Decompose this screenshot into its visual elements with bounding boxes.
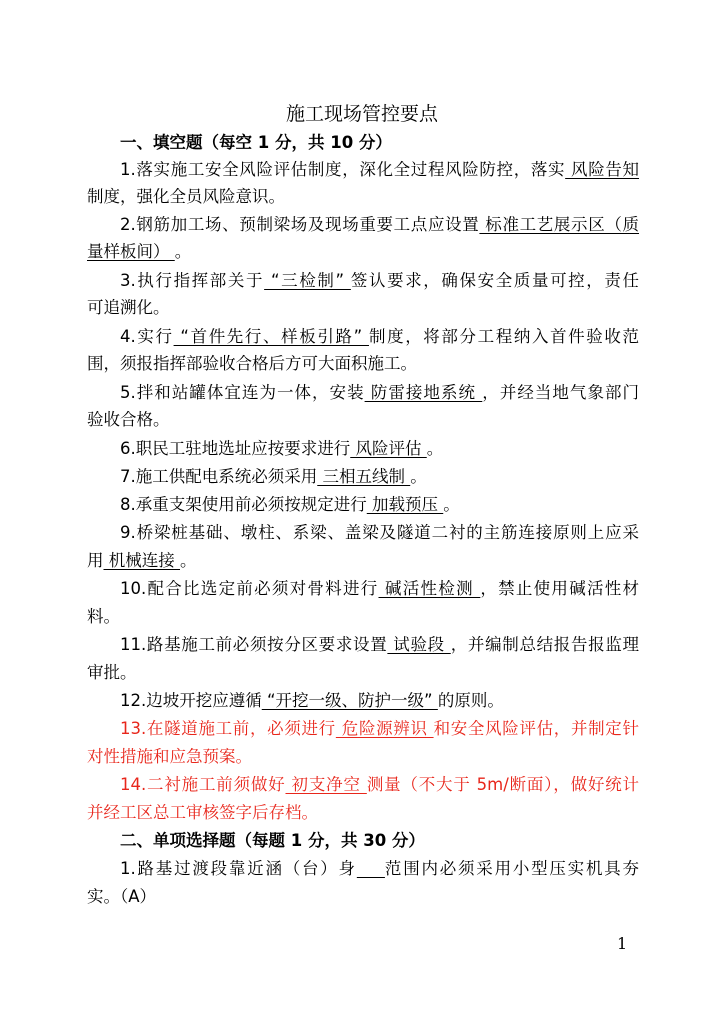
q14-answer: 初支净空	[285, 775, 367, 794]
q2-tail: 。	[174, 242, 192, 261]
q3-line2: 可追溯化。	[87, 298, 170, 317]
q11-answer: 试验段	[387, 635, 451, 654]
q3-answer: “三检制”	[264, 271, 351, 290]
q6-answer: 风险评估	[350, 439, 427, 458]
q14-line2: 并经工区总工审核签字后存档。	[87, 803, 318, 822]
q13-answer: 危险源辨识	[335, 719, 434, 738]
q4-tail: 制度，将部分工程纳入首件验收范	[368, 327, 640, 346]
q7-tail: 。	[410, 467, 427, 486]
mc1-text: 1.路基过渡段靠近涵（台）身	[120, 859, 357, 878]
page-number: 1	[617, 934, 628, 953]
q14-line1	[120, 774, 639, 796]
q12-answer: “开挖一级、防护一级”	[261, 691, 438, 710]
q8-line	[120, 494, 460, 516]
mc1-blank	[357, 859, 385, 878]
q2-line2	[87, 241, 191, 263]
q5-line2: 验收合格。	[87, 410, 170, 429]
q14-text: 14.二衬施工前须做好	[120, 775, 286, 794]
q5-line1	[120, 382, 639, 404]
q6-text: 6.职民工驻地选址应按要求进行	[120, 439, 351, 458]
mc1-line2: 实。（A）	[87, 887, 157, 906]
q9-text: 用	[87, 551, 104, 570]
q13-text: 13.在隧道施工前，必须进行	[120, 719, 336, 738]
q11-text: 11.路基施工前必须按分区要求设置	[120, 635, 388, 654]
q10-tail: ，禁止使用碱活性材	[480, 579, 639, 598]
q11-line1	[120, 634, 639, 656]
q7-answer: 三相五线制	[317, 467, 411, 486]
q13-tail: 和安全风险评估，并制定针	[433, 719, 639, 738]
q13-line2: 对性措施和应急预案。	[87, 747, 252, 766]
section-heading-fill-blank: 一、填空题（每空 1 分，共 10 分）	[120, 133, 392, 152]
q8-answer: 加载预压	[366, 495, 444, 514]
q2-text: 2.钢筋加工场、预制梁场及现场重要工点应设置	[120, 215, 480, 234]
q14-tail: 测量（不大于 5m/断面），做好统计	[366, 775, 639, 794]
q10-line1	[120, 578, 639, 600]
q3-tail: 签认要求，确保安全质量可控，责任	[350, 271, 640, 290]
mc1-line1	[120, 858, 639, 880]
q10-text: 10.配合比选定前必须对骨料进行	[120, 579, 379, 598]
section-heading-single-choice: 二、单项选择题（每题 1 分，共 30 分）	[120, 831, 425, 850]
q9-line1: 9.桥梁桩基础、墩柱、系梁、盖梁及隧道二衬的主筋连接原则上应采	[120, 523, 639, 542]
q8-text: 8.承重支架使用前必须按规定进行	[120, 495, 367, 514]
q7-text: 7.施工供配电系统必须采用	[120, 467, 318, 486]
q1-line1	[120, 159, 639, 181]
q3-text: 3.执行指挥部关于	[120, 271, 265, 290]
q9-line2	[87, 550, 197, 572]
q9-tail: 。	[180, 551, 197, 570]
q9-answer: 机械连接	[103, 551, 180, 570]
q13-line1	[120, 718, 639, 740]
q1-text: 1.落实施工安全风险评估制度，深化全过程风险防控，落实	[120, 160, 566, 179]
q2-answer-cont: 量样板间）	[87, 242, 175, 261]
mc1-tail: 范围内必须采用小型压实机具夯	[384, 859, 640, 878]
q4-text: 4.实行	[120, 327, 174, 346]
q2-answer: 标准工艺展示区（质	[479, 215, 640, 234]
q11-line2: 审批。	[87, 663, 137, 682]
document-title: 施工现场管控要点	[285, 103, 438, 125]
q12-text: 12.边坡开挖应遵循	[120, 691, 262, 710]
q6-line	[120, 438, 443, 460]
q11-tail: ，并编制总结报告报监理	[450, 635, 640, 654]
q1-line2: 制度，强化全员风险意识。	[87, 187, 285, 206]
q10-line2: 料。	[87, 607, 120, 626]
q5-tail: ，并经当地气象部门	[482, 383, 639, 402]
q5-text: 5.拌和站罐体宜连为一体，安装	[120, 383, 365, 402]
q12-line	[120, 690, 504, 712]
q1-answer: 风险告知	[565, 160, 640, 179]
q4-answer: “首件先行、样板引路”	[173, 327, 369, 346]
q3-line1	[120, 270, 639, 292]
q2-line1	[120, 214, 639, 236]
q10-answer: 碱活性检测	[378, 579, 481, 598]
q4-line1	[120, 326, 639, 348]
q8-tail: 。	[443, 495, 460, 514]
q7-line	[120, 466, 427, 488]
q4-line2: 围，须报指挥部验收合格后方可大面积施工。	[87, 354, 417, 373]
q5-answer: 防雷接地系统	[364, 383, 483, 402]
q12-tail: 的原则。	[437, 691, 504, 710]
q6-tail: 。	[426, 439, 444, 458]
